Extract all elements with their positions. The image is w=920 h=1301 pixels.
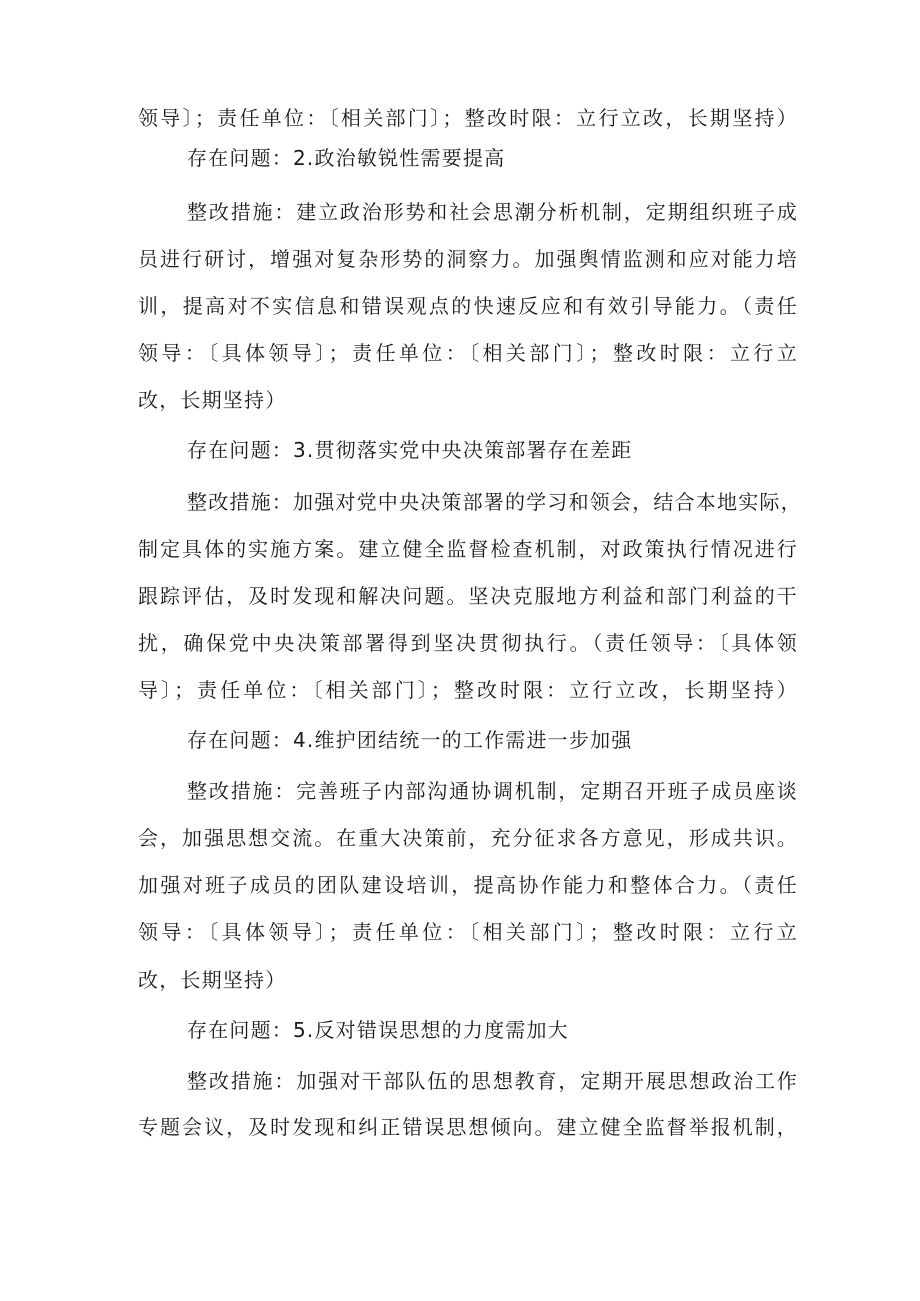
measure-line: 整改措施：建立政治形势和社会思潮分析机制，定期组织班子成 [187,200,798,224]
measure-line: 整改措施：加强对干部队伍的思想教育，定期开展思想政治工作 [187,1069,798,1093]
measure-line: 整改措施：加强对党中央决策部署的学习和领会，结合本地实际， [187,490,802,514]
text-line: 扰，确保党中央决策部署得到坚决贯彻执行。（责任领导：〔具体领 [138,631,798,655]
text-line: 训，提高对不实信息和错误观点的快速反应和有效引导能力。（责任 [138,294,798,318]
text-line: 跟踪评估，及时发现和解决问题。坚决克服地方利益和部门利益的干 [138,584,798,608]
text-line: 会，加强思想交流。在重大决策前，充分征求各方意见，形成共识。 [138,826,798,850]
text-line: 制定具体的实施方案。建立健全监督检查机制，对政策执行情况进行 [138,537,798,561]
text-line: 专题会议，及时发现和纠正错误思想倾向。建立健全监督举报机制， [138,1115,798,1139]
text-line: 领导〕；责任单位：〔相关部门〕；整改时限：立行立改，长期坚持） [138,106,798,130]
text-line: 导〕；责任单位：〔相关部门〕；整改时限：立行立改，长期坚持） [138,678,798,702]
text-line: 领导：〔具体领导〕；责任单位：〔相关部门〕；整改时限：立行立 [138,341,798,365]
issue-heading-3: 存在问题：3.贯彻落实党中央决策部署存在差距 [187,438,633,462]
text-line: 改，长期坚持） [138,388,287,412]
measure-line: 整改措施：完善班子内部沟通协调机制，定期召开班子成员座谈 [187,779,798,803]
issue-heading-5: 存在问题：5.反对错误思想的力度需加大 [187,1018,569,1042]
text-line: 领导：〔具体领导〕；责任单位：〔相关部门〕；整改时限：立行立 [138,920,798,944]
text-line: 加强对班子成员的团队建设培训，提高协作能力和整体合力。（责任 [138,873,798,897]
issue-heading-4: 存在问题：4.维护团结统一的工作需进一步加强 [187,728,633,752]
text-line: 改，长期坚持） [138,968,287,992]
issue-heading-2: 存在问题：2.政治敏锐性需要提高 [187,146,506,170]
text-line: 员进行研讨，增强对复杂形势的洞察力。加强舆情监测和应对能力培 [138,247,798,271]
